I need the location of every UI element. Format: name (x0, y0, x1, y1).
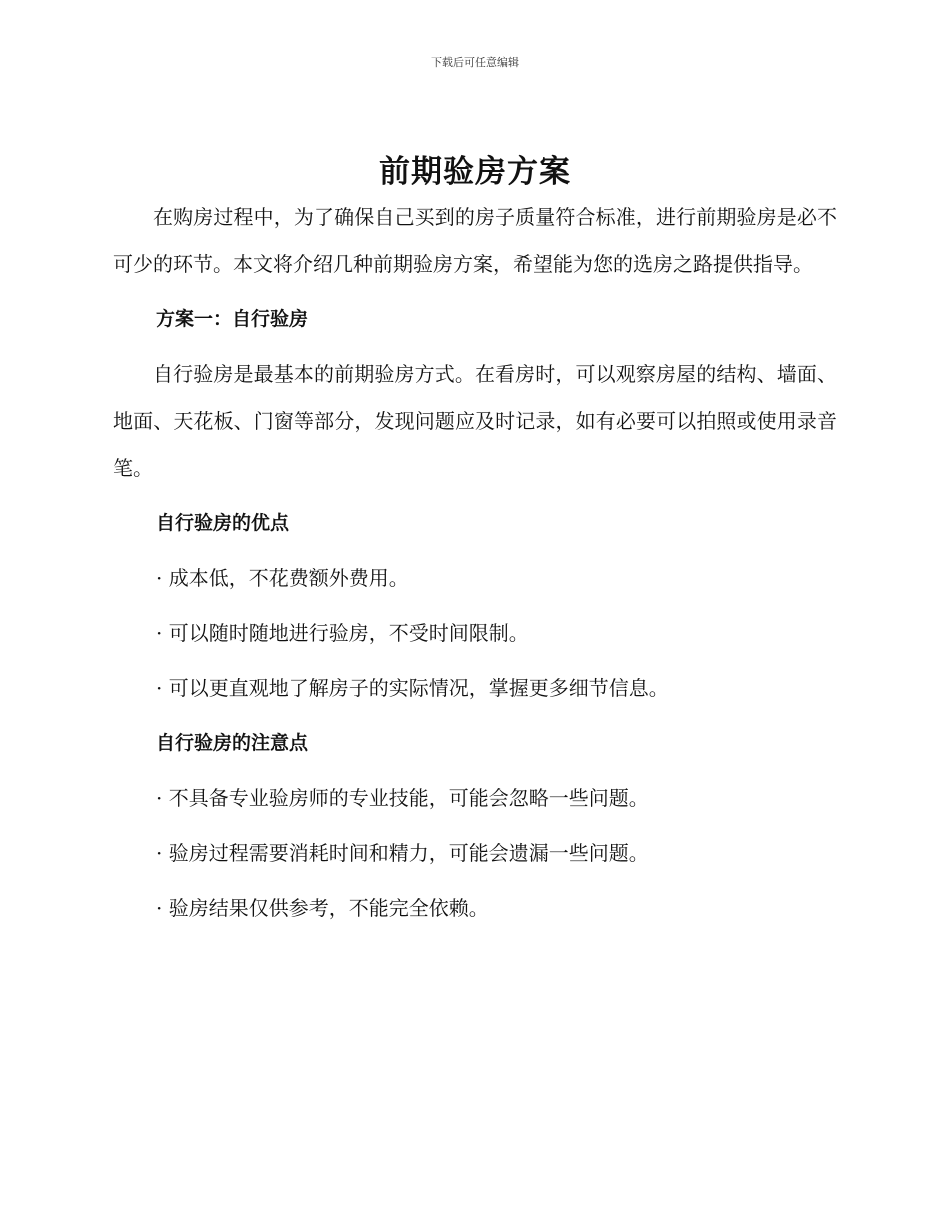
document-body (113, 150, 837, 932)
cautions-list (113, 775, 837, 932)
section1-paragraph: 自行验房是最基本的前期验房方式。在看房时，可以观察房屋的结构、墙面、地面、天花板、门窗等部分，发现问题应及时记录，如有必要可以拍照或使用录音笔。 (113, 362, 837, 480)
list-item: · 验房结果仅供参考，不能完全依赖。 (156, 896, 489, 920)
header-note: 下载后可任意编辑 (431, 56, 519, 69)
list-item: · 成本低，不花费额外费用。 (156, 566, 409, 590)
list-item: · 不具备专业验房师的专业技能，可能会忽略一些问题。 (156, 786, 649, 810)
document-title: 前期验房方案 (379, 154, 571, 190)
advantages-heading: 自行验房的优点 (156, 512, 290, 534)
cautions-heading: 自行验房的注意点 (156, 732, 309, 754)
list-item: · 验房过程需要消耗时间和精力，可能会遗漏一些问题。 (156, 841, 649, 865)
advantages-list (113, 555, 837, 712)
list-item: · 可以更直观地了解房子的实际情况，掌握更多细节信息。 (156, 676, 669, 700)
intro-paragraph: 在购房过程中，为了确保自己买到的房子质量符合标准，进行前期验房是必不可少的环节。本文将介绍几种前期验房方案，希望能为您的选房之路提供指导。 (113, 205, 837, 276)
list-item: · 可以随时随地进行验房，不受时间限制。 (156, 621, 529, 645)
section1-heading: 方案一：自行验房 (156, 308, 309, 330)
